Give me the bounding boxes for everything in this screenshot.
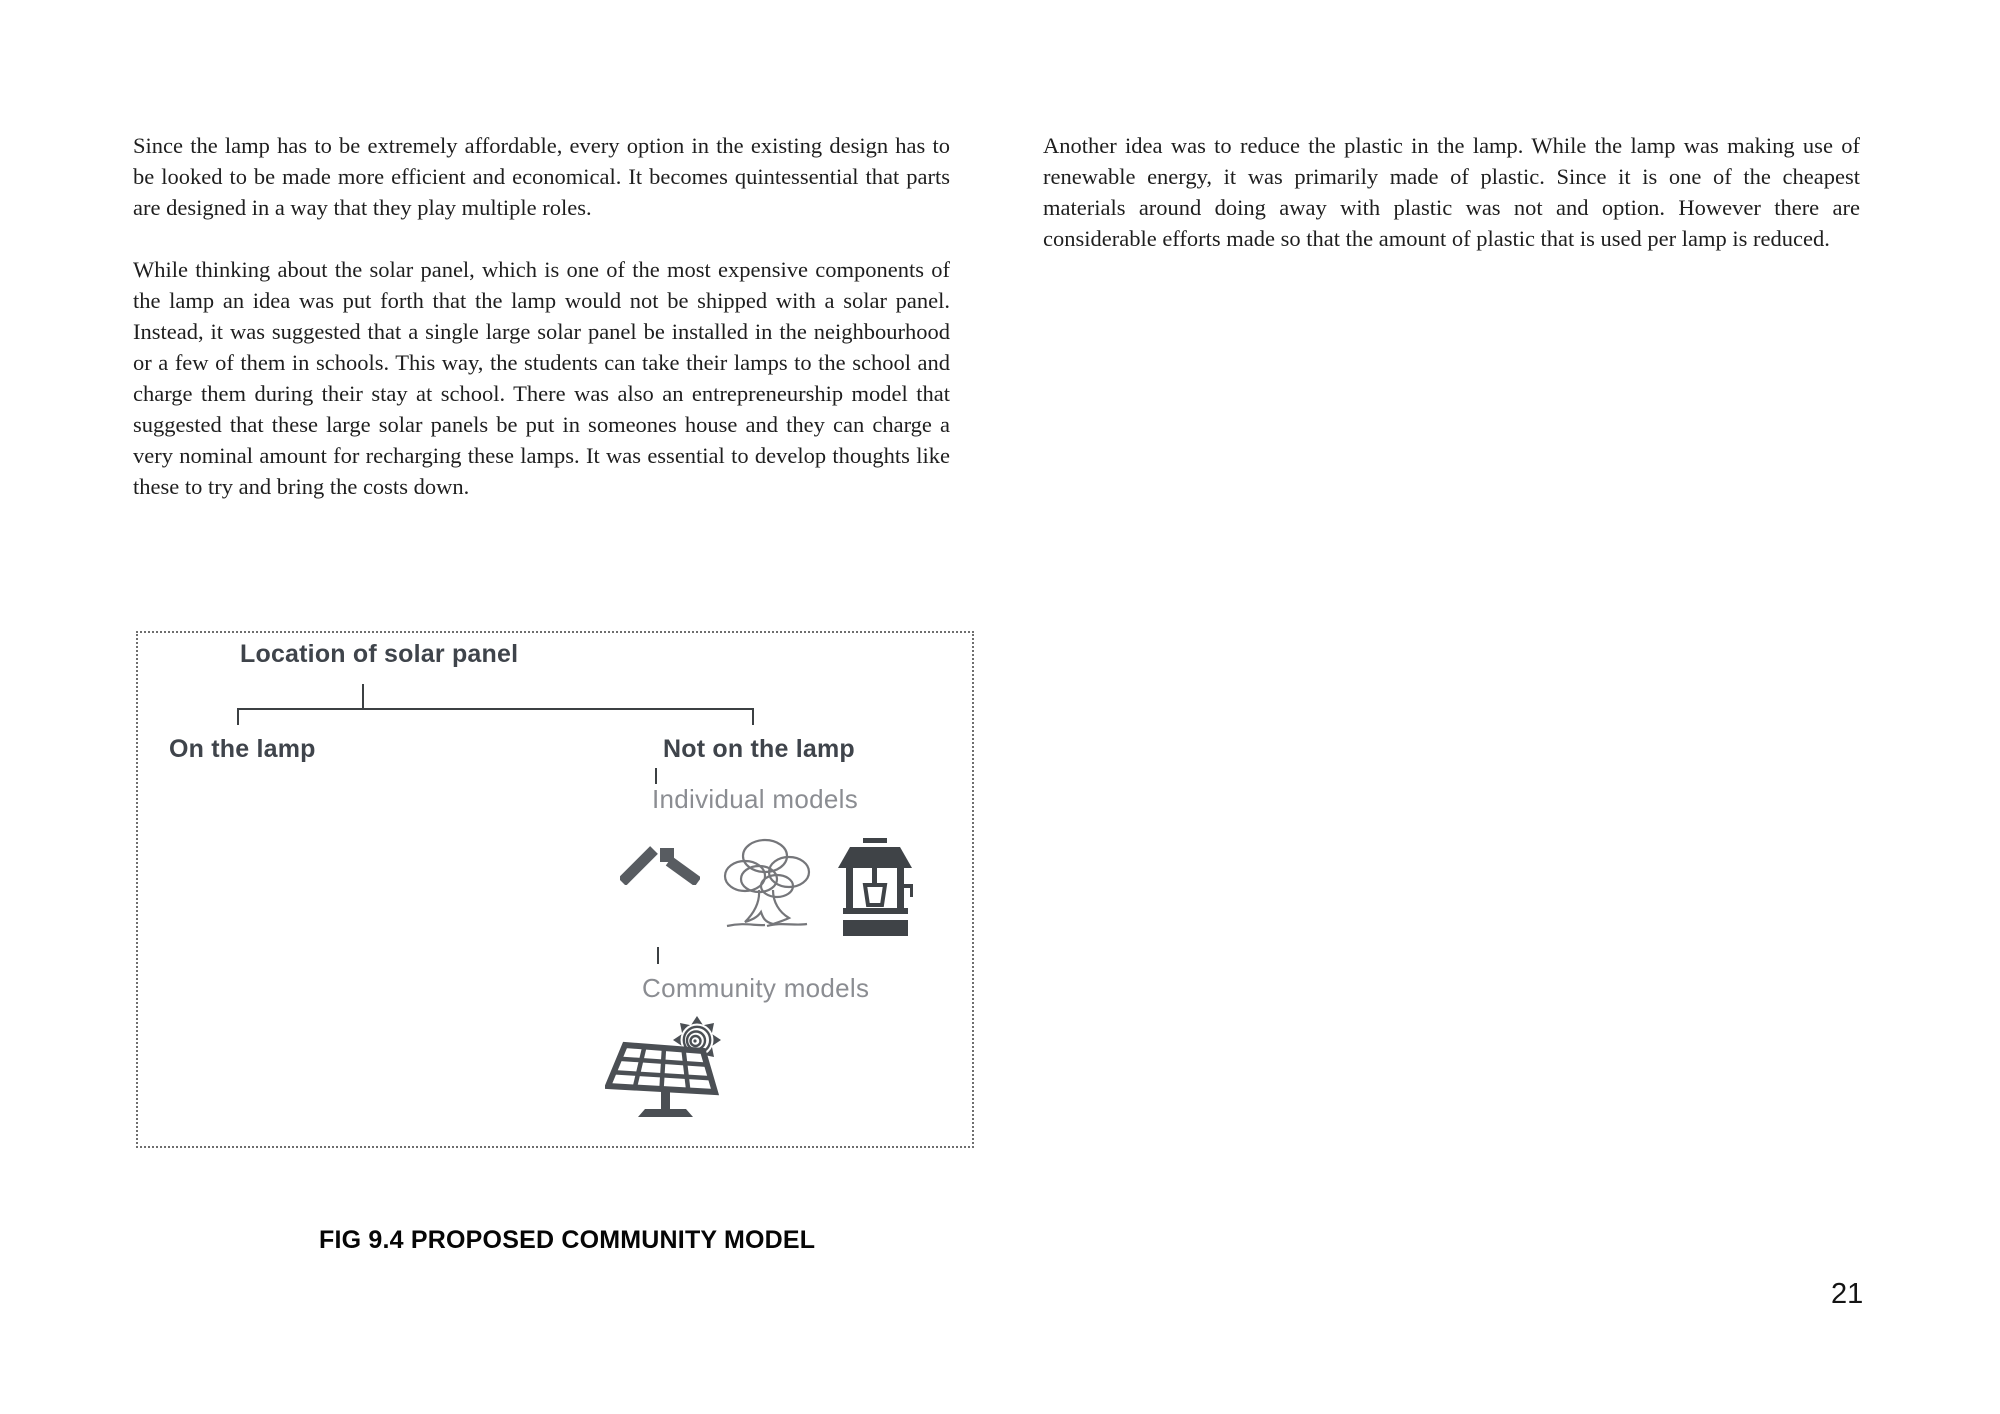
branch-label-not-on-the-lamp: Not on the lamp (663, 735, 855, 763)
connector-line-title (362, 684, 364, 708)
solar-panel-sun-icon (605, 1013, 730, 1126)
connector-line-community (657, 947, 659, 964)
body-paragraph-2: While thinking about the solar panel, which is one of the most expensive components of the lamp an idea was put forth that the lamp would not be shipped with a solar panel. Instead, it was suggested that a single large solar panel be installed in the neighbourhood or a few of them in schools. This way, the students can take their lamps to the school and charge them during their stay at school. There was also an entrepreneurship model that suggested that these large solar panels be put in someones house and they can charge a very nominal amount for recharging these lamps. It was essential to develop thoughts like these to try and bring the costs down. (133, 257, 950, 499)
body-paragraph-3: Another idea was to reduce the plastic in the lamp. While the lamp was making use of renewable energy, it was primarily made of plastic. Since it is one of the cheapest materials around doing away with plastic was not and option. However there are considerable efforts made so that the amount of plastic that is used per lamp is reduced. (1043, 133, 1860, 251)
page-number: 21 (1831, 1278, 1864, 1310)
right-column (1043, 130, 1860, 285)
figure-title: Location of solar panel (240, 640, 519, 668)
water-well-icon (838, 838, 913, 936)
figure-9-4 (136, 631, 974, 1148)
branch-bracket-line (237, 708, 754, 725)
figure-caption: FIG 9.4 PROPOSED COMMUNITY MODEL (319, 1226, 816, 1254)
branch-label-on-the-lamp: On the lamp (169, 735, 316, 763)
left-column (133, 130, 950, 533)
connector-line-individual (655, 768, 657, 784)
label-community-models: Community models (642, 973, 870, 1003)
house-roof-icon (620, 846, 700, 885)
body-paragraph-1: Since the lamp has to be extremely affordable, every option in the existing design has to be looked to be made more efficient and economical. It becomes quintessential that parts are designed in a way that they play multiple roles. (133, 133, 950, 220)
tree-icon (715, 834, 817, 933)
label-individual-models: Individual models (652, 784, 858, 814)
